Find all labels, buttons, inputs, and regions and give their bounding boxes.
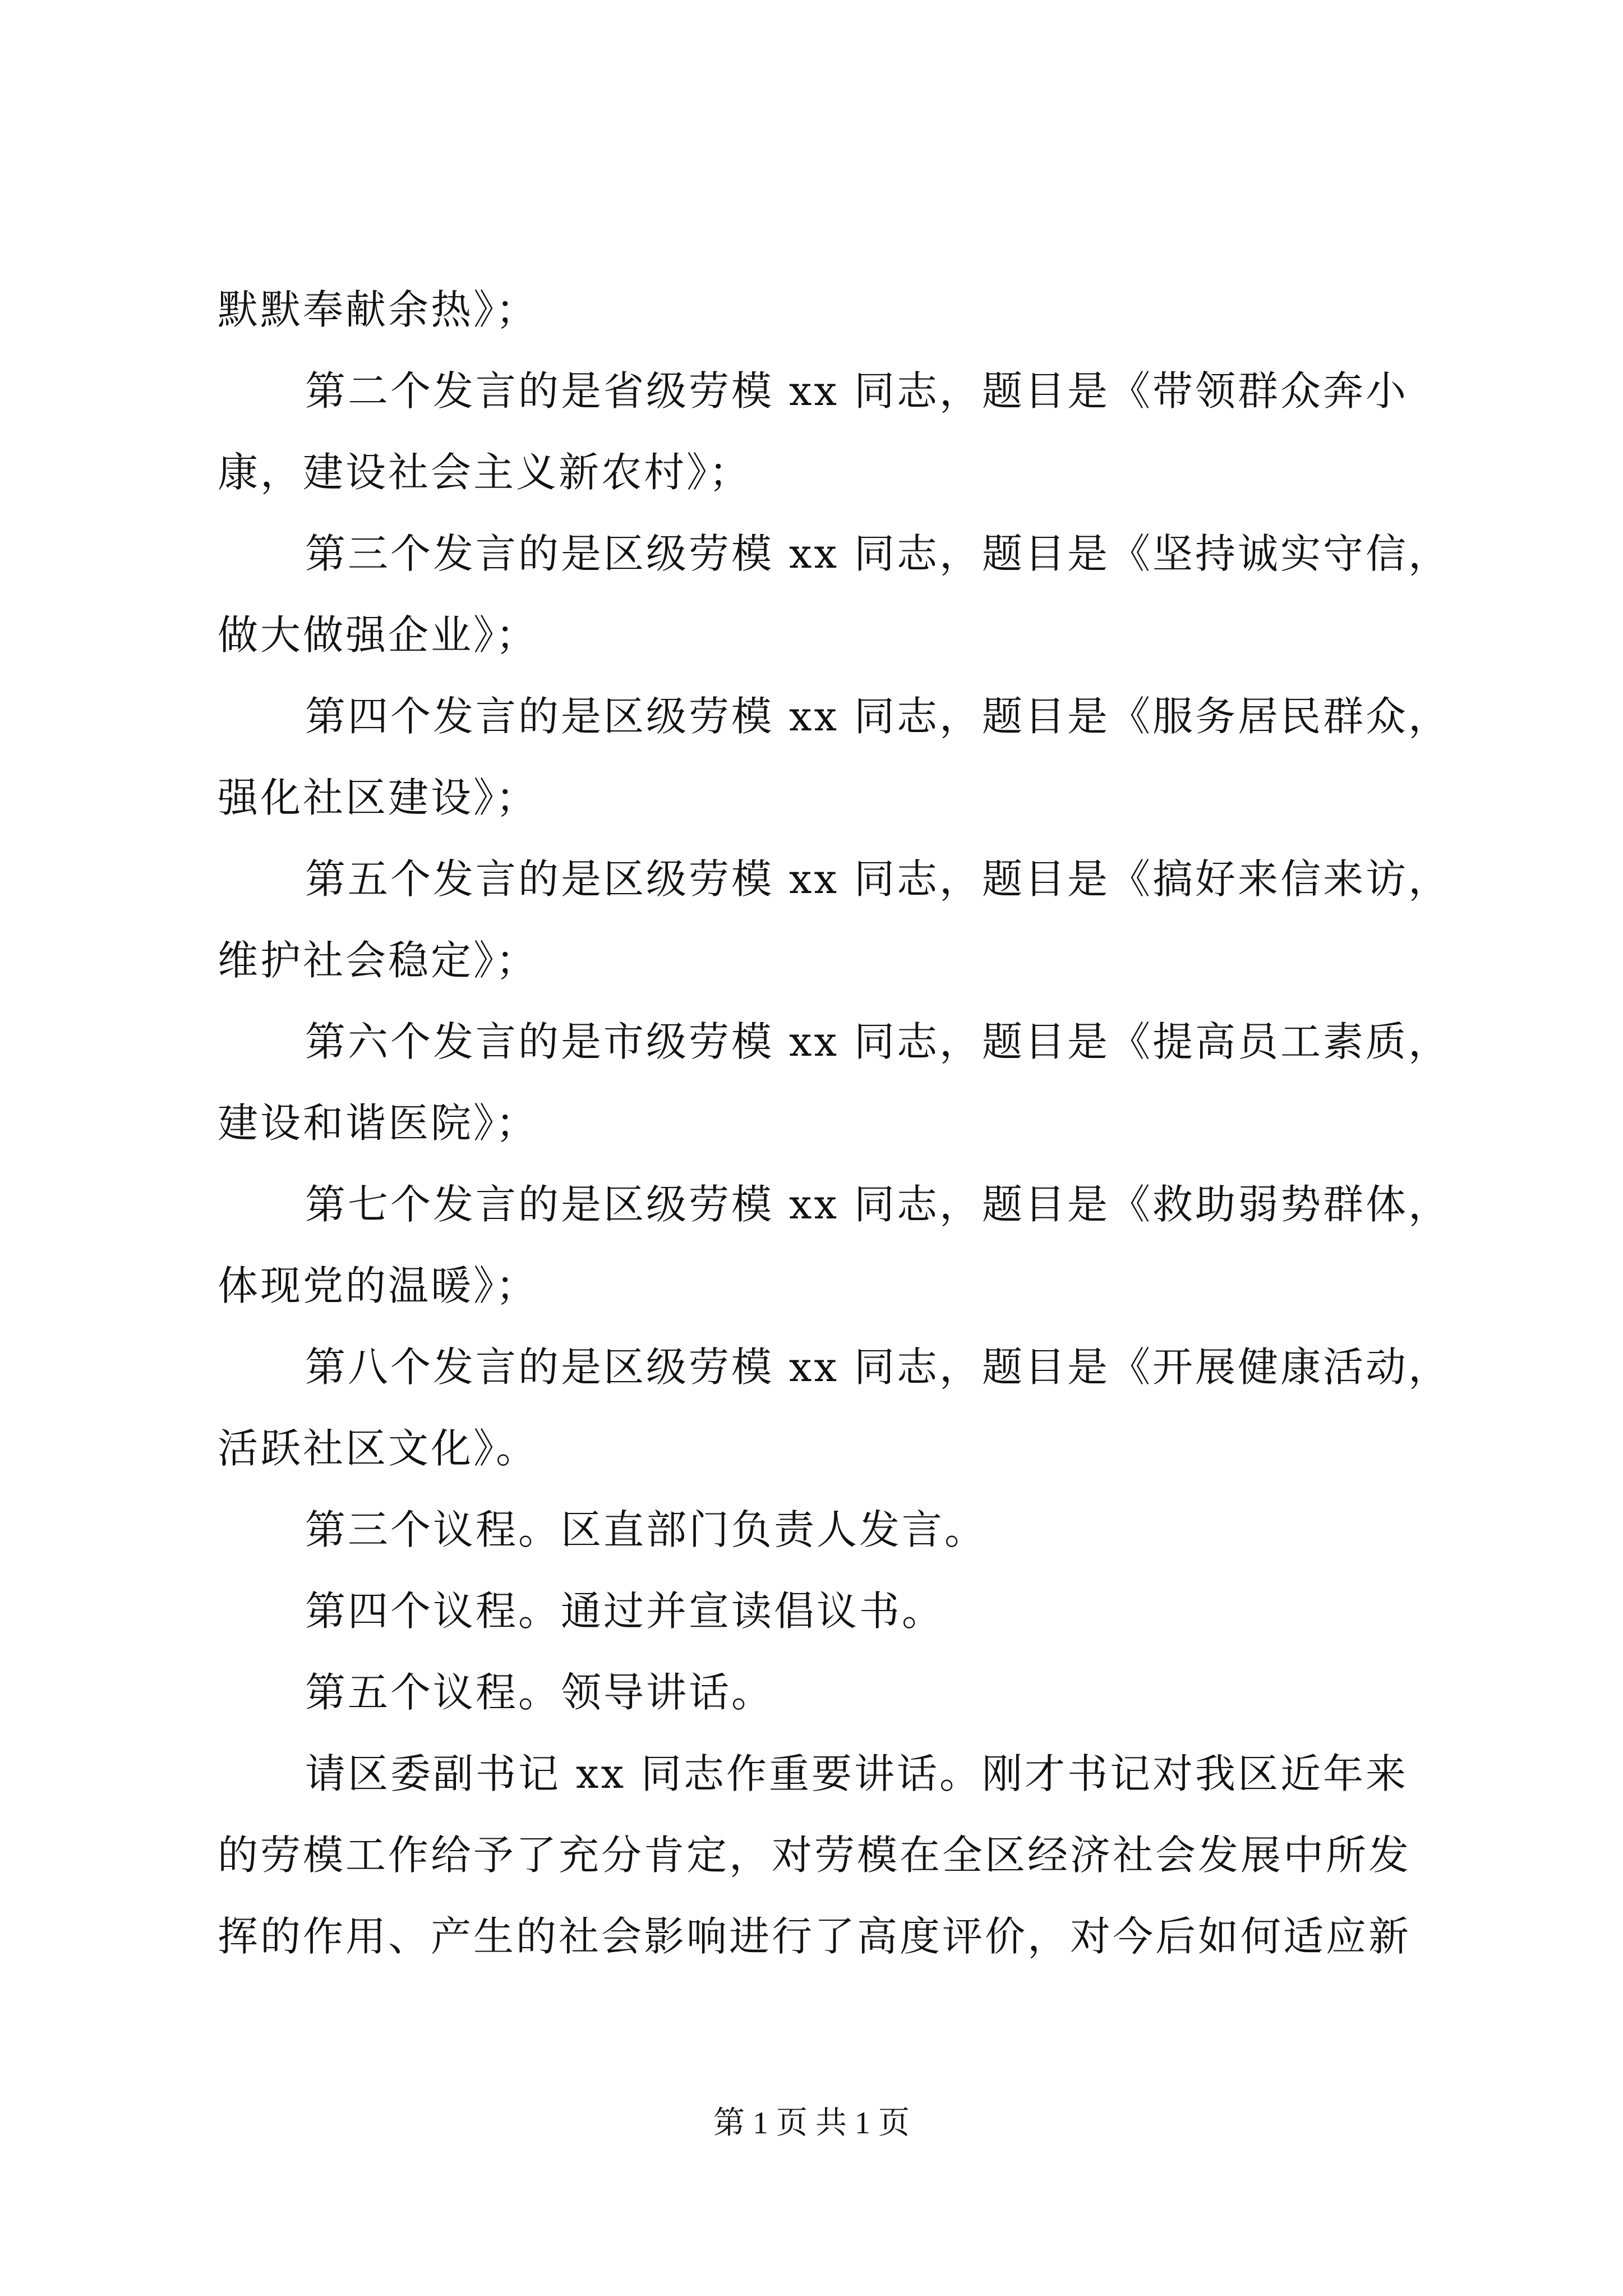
text-line: 体现党的温暖》； — [218, 1262, 539, 1309]
text-line: 强化社区建设》； — [218, 774, 539, 821]
document-body — [218, 269, 1451, 1977]
text-line: 第五个议程。领导讲话。 — [305, 1669, 774, 1716]
text-line: 维护社会稳定》； — [218, 937, 539, 984]
text-line: 第四个议程。通过并宣读倡议书。 — [305, 1588, 945, 1635]
text-line: 第五个发言的是区级劳模 xx 同志，题目是《搞好来信来访， — [305, 855, 1451, 903]
text-line: 康，建设社会主义新农村》； — [218, 449, 752, 496]
text-line: 第四个发言的是区级劳模 xx 同志，题目是《服务居民群众， — [305, 693, 1451, 740]
text-line: 的劳模工作给予了充分肯定，对劳模在全区经济社会发展中所发 — [218, 1832, 1412, 1879]
text-line: 第七个发言的是区级劳模 xx 同志，题目是《救助弱势群体， — [305, 1181, 1451, 1228]
text-line: 活跃社区文化》。 — [218, 1425, 539, 1472]
text-line: 第三个议程。区直部门负责人发言。 — [305, 1506, 988, 1553]
text-line: 第八个发言的是区级劳模 xx 同志，题目是《开展健康活动， — [305, 1343, 1451, 1391]
text-line: 挥的作用、产生的社会影响进行了高度评价，对今后如何适应新 — [218, 1913, 1412, 1960]
text-line: 默默奉献余热》； — [218, 286, 539, 333]
page-footer: 第 1 页 共 1 页 — [713, 2106, 910, 2141]
text-line: 建设和谐医院》； — [218, 1099, 539, 1147]
text-line: 第六个发言的是市级劳模 xx 同志，题目是《提高员工素质， — [305, 1018, 1451, 1065]
text-line: 请区委副书记 xx 同志作重要讲话。刚才书记对我区近年来 — [305, 1750, 1408, 1797]
text-line: 第三个发言的是区级劳模 xx 同志，题目是《坚持诚实守信， — [305, 530, 1451, 577]
text-line: 做大做强企业》； — [218, 611, 539, 659]
text-line: 第二个发言的是省级劳模 xx 同志，题目是《带领群众奔小 — [305, 367, 1408, 415]
